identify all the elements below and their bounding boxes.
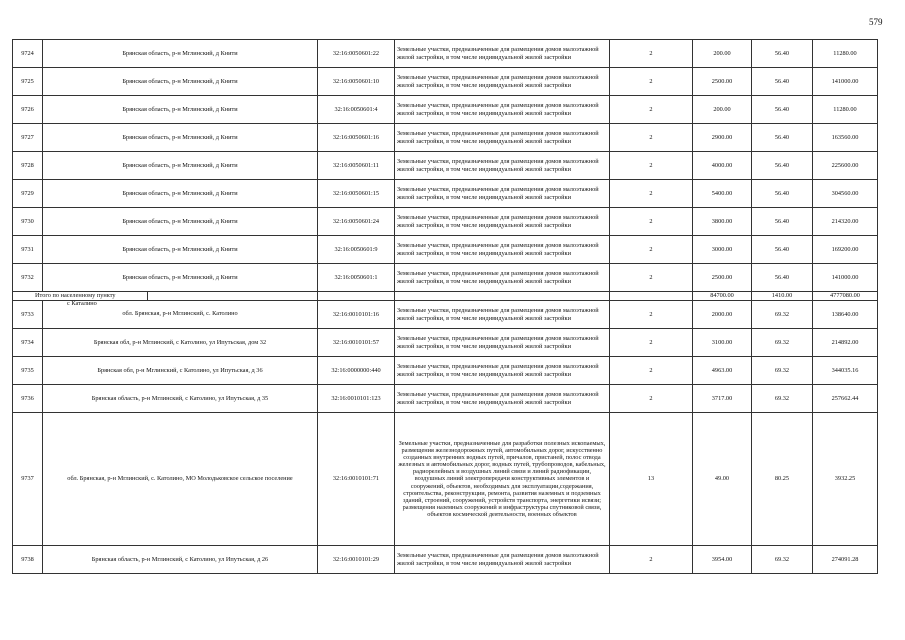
address: обл. Брянская, р-н Мглинский, с. Католино, МО Молодьковское сельское поселение: [43, 413, 318, 546]
total-label: Итого по населенному пункту: [13, 292, 148, 301]
address: Брянская область, р-н Мглинский, д Книти: [43, 180, 318, 208]
table-body: [13, 40, 878, 574]
row-number: 9726: [13, 96, 43, 124]
page-number: 579: [869, 17, 883, 27]
cadastral-value: 214320.00: [813, 208, 878, 236]
row-number: 9734: [13, 329, 43, 357]
cadastral-number: 32:16:0050601:4: [318, 96, 395, 124]
area: 5400.00: [693, 180, 752, 208]
total-area: 84700.00: [693, 292, 752, 301]
address: Брянская область, р-н Мглинский, д Книти: [43, 68, 318, 96]
cadastral-value: 141000.00: [813, 264, 878, 292]
address: Брянская область, р-н Мглинский, с Католино, ул Ипутьская, д 35: [43, 385, 318, 413]
use-code: 2: [610, 180, 693, 208]
specific-value: 69.32: [752, 301, 813, 329]
table-row: [13, 236, 878, 264]
area: 2000.00: [693, 301, 752, 329]
land-use: Земельные участки, предназначенные для размещения домов малоэтажной жилой застройки, в том числе индивидуальной жилой застройки: [395, 96, 610, 124]
land-use: Земельные участки, предназначенные для размещения домов малоэтажной жилой застройки, в том числе индивидуальной жилой застройки: [395, 124, 610, 152]
use-code: 2: [610, 68, 693, 96]
area: 49.00: [693, 413, 752, 546]
row-number: 9737: [13, 413, 43, 546]
cadastral-number: 32:16:0010101:29: [318, 546, 395, 574]
table-row: [13, 180, 878, 208]
cadastral-value: 344035.16: [813, 357, 878, 385]
cadastral-value: 3932.25: [813, 413, 878, 546]
land-use: Земельные участки, предназначенные для размещения домов малоэтажной жилой застройки, в том числе индивидуальной жилой застройки: [395, 385, 610, 413]
table-row: [13, 96, 878, 124]
specific-value: 56.40: [752, 40, 813, 68]
area: 4963.00: [693, 357, 752, 385]
use-code: 2: [610, 546, 693, 574]
cadastral-number: 32:16:0050601:16: [318, 124, 395, 152]
specific-value: 56.40: [752, 152, 813, 180]
use-code: 2: [610, 124, 693, 152]
cadastral-number: 32:16:0000000:440: [318, 357, 395, 385]
address: Брянская область, р-н Мглинский, с Католино, ул Ипутьская, д 26: [43, 546, 318, 574]
address: обл. Брянская, р-н Мглинский, с. Католино: [122, 310, 238, 317]
cadastral-number: 32:16:0010101:16: [318, 301, 395, 329]
row-number: 9730: [13, 208, 43, 236]
total-row: [13, 292, 878, 301]
cadastral-value: 274091.28: [813, 546, 878, 574]
cadastral-value: 169200.00: [813, 236, 878, 264]
area: 4000.00: [693, 152, 752, 180]
area: 200.00: [693, 96, 752, 124]
row-number: 9736: [13, 385, 43, 413]
address: Брянская обл, р-н Мглинский, с Католино, ул Ипутьская, дом 32: [43, 329, 318, 357]
area: 2900.00: [693, 124, 752, 152]
specific-value: 56.40: [752, 180, 813, 208]
use-code: 2: [610, 385, 693, 413]
specific-value: 56.40: [752, 236, 813, 264]
land-use: Земельные участки, предназначенные для размещения домов малоэтажной жилой застройки, в том числе индивидуальной жилой застройки: [395, 546, 610, 574]
specific-value: 56.40: [752, 124, 813, 152]
land-use: Земельные участки, предназначенные для размещения домов малоэтажной жилой застройки, в том числе индивидуальной жилой застройки: [395, 40, 610, 68]
cadastral-value: 214892.00: [813, 329, 878, 357]
cadastral-number: 32:16:0050601:1: [318, 264, 395, 292]
cadastral-value: 11280.00: [813, 40, 878, 68]
cadastral-value-table: [12, 39, 878, 574]
cadastral-value: 225600.00: [813, 152, 878, 180]
use-code: 2: [610, 357, 693, 385]
area: 3100.00: [693, 329, 752, 357]
land-use: Земельные участки, предназначенные для размещения домов малоэтажной жилой застройки, в том числе индивидуальной жилой застройки: [395, 329, 610, 357]
address: Брянская область, р-н Мглинский, д Книти: [43, 152, 318, 180]
row-number: 9733: [13, 301, 43, 329]
land-use: Земельные участки, предназначенные для размещения домов малоэтажной жилой застройки, в том числе индивидуальной жилой застройки: [395, 357, 610, 385]
table-row: [13, 329, 878, 357]
land-use: Земельные участки, предназначенные для размещения домов малоэтажной жилой застройки, в том числе индивидуальной жилой застройки: [395, 152, 610, 180]
cadastral-number: 32:16:0050601:24: [318, 208, 395, 236]
area: 2500.00: [693, 68, 752, 96]
table-row: [13, 68, 878, 96]
cadastral-number: 32:16:0010101:71: [318, 413, 395, 546]
cadastral-value: 257662.44: [813, 385, 878, 413]
address: Брянская область, р-н Мглинский, д Книти: [43, 208, 318, 236]
cadastral-number: 32:16:0050601:15: [318, 180, 395, 208]
area: 3954.00: [693, 546, 752, 574]
address: Брянская обл, р-н Мглинский, с Католино, ул Ипутьская, д 36: [43, 357, 318, 385]
land-use: Земельные участки, предназначенные для размещения домов малоэтажной жилой застройки, в том числе индивидуальной жилой застройки: [395, 68, 610, 96]
address: Брянская область, р-н Мглинский, д Книти: [43, 124, 318, 152]
cadastral-number: 32:16:0050601:10: [318, 68, 395, 96]
use-code: 2: [610, 40, 693, 68]
use-code: 2: [610, 96, 693, 124]
use-code: 2: [610, 329, 693, 357]
specific-value: 80.25: [752, 413, 813, 546]
total-cadastral-value: 4777080.00: [813, 292, 878, 301]
address: Брянская область, р-н Мглинский, д Книти: [43, 40, 318, 68]
land-use: Земельные участки, предназначенные для размещения домов малоэтажной жилой застройки, в том числе индивидуальной жилой застройки: [395, 208, 610, 236]
use-code: 2: [610, 236, 693, 264]
area: 3800.00: [693, 208, 752, 236]
land-use: Земельные участки, предназначенные для размещения домов малоэтажной жилой застройки, в том числе индивидуальной жилой застройки: [395, 180, 610, 208]
land-use: Земельные участки, предназначенные для размещения домов малоэтажной жилой застройки, в том числе индивидуальной жилой застройки: [395, 301, 610, 329]
specific-value: 69.32: [752, 357, 813, 385]
address: Брянская область, р-н Мглинский, д Книти: [43, 264, 318, 292]
use-code: 2: [610, 208, 693, 236]
row-number: 9727: [13, 124, 43, 152]
row-number: 9735: [13, 357, 43, 385]
use-code: 2: [610, 152, 693, 180]
table-row: [13, 357, 878, 385]
table-row: [13, 208, 878, 236]
cadastral-number: 32:16:0050601:9: [318, 236, 395, 264]
total-specific-value: 1410.00: [752, 292, 813, 301]
table-row: [13, 264, 878, 292]
area: 3717.00: [693, 385, 752, 413]
land-use: Земельные участки, предназначенные для размещения домов малоэтажной жилой застройки, в том числе индивидуальной жилой застройки: [395, 236, 610, 264]
table-row: [13, 152, 878, 180]
area: 200.00: [693, 40, 752, 68]
address: Брянская область, р-н Мглинский, д Книти: [43, 236, 318, 264]
specific-value: 56.40: [752, 68, 813, 96]
table-row: [13, 385, 878, 413]
row-number: 9724: [13, 40, 43, 68]
specific-value: 69.32: [752, 329, 813, 357]
cadastral-number: 32:16:0010101:57: [318, 329, 395, 357]
cadastral-number: 32:16:0050601:22: [318, 40, 395, 68]
use-code: 13: [610, 413, 693, 546]
specific-value: 56.40: [752, 96, 813, 124]
table-row: [13, 546, 878, 574]
land-use: Земельные участки, предназначенные для размещения домов малоэтажной жилой застройки, в том числе индивидуальной жилой застройки: [395, 264, 610, 292]
cadastral-value: 163560.00: [813, 124, 878, 152]
cadastral-value: 11280.00: [813, 96, 878, 124]
row-number: 9728: [13, 152, 43, 180]
row-number: 9725: [13, 68, 43, 96]
cadastral-number: 32:16:0010101:123: [318, 385, 395, 413]
specific-value: 69.32: [752, 385, 813, 413]
specific-value: 56.40: [752, 264, 813, 292]
row-number: 9732: [13, 264, 43, 292]
area: 2500.00: [693, 264, 752, 292]
cadastral-value: 138640.00: [813, 301, 878, 329]
settlement-label: с Каталино: [67, 300, 97, 307]
row-number: 9738: [13, 546, 43, 574]
table-row: [13, 124, 878, 152]
row-number: 9729: [13, 180, 43, 208]
land-use: Земельные участки, предназначенные для разработки полезных ископаемых, размещения железнодорожных путей, автомобильных дорог, искусственно созданных внутренних водных путей, причалов, пристаней, полос отвода железных и автомобильных дорог, водных путей, трубопроводов, кабельных, радиорелейных и воздушных линий связи и линий радиофикации, воздушных линий электропередачи конструктивных элементов и сооружений, объектов, необходимых для эксплуатации,содержания, строительства, реконструкции, ремонта, развития наземных и подземных зданий, строений, сооружений, устройств транспорта, энергетики исвязи; размещения наземных сооружений и инфраструктуры спутниковой связи, объектов космической деятельности, военных объектов: [395, 413, 610, 546]
address: Брянская область, р-н Мглинский, д Книти: [43, 96, 318, 124]
cadastral-value: 304560.00: [813, 180, 878, 208]
table-row: [13, 301, 878, 329]
table-row: [13, 413, 878, 546]
area: 3000.00: [693, 236, 752, 264]
use-code: 2: [610, 301, 693, 329]
cadastral-value: 141000.00: [813, 68, 878, 96]
cadastral-number: 32:16:0050601:11: [318, 152, 395, 180]
specific-value: 69.32: [752, 546, 813, 574]
use-code: 2: [610, 264, 693, 292]
table-row: [13, 40, 878, 68]
row-number: 9731: [13, 236, 43, 264]
specific-value: 56.40: [752, 208, 813, 236]
